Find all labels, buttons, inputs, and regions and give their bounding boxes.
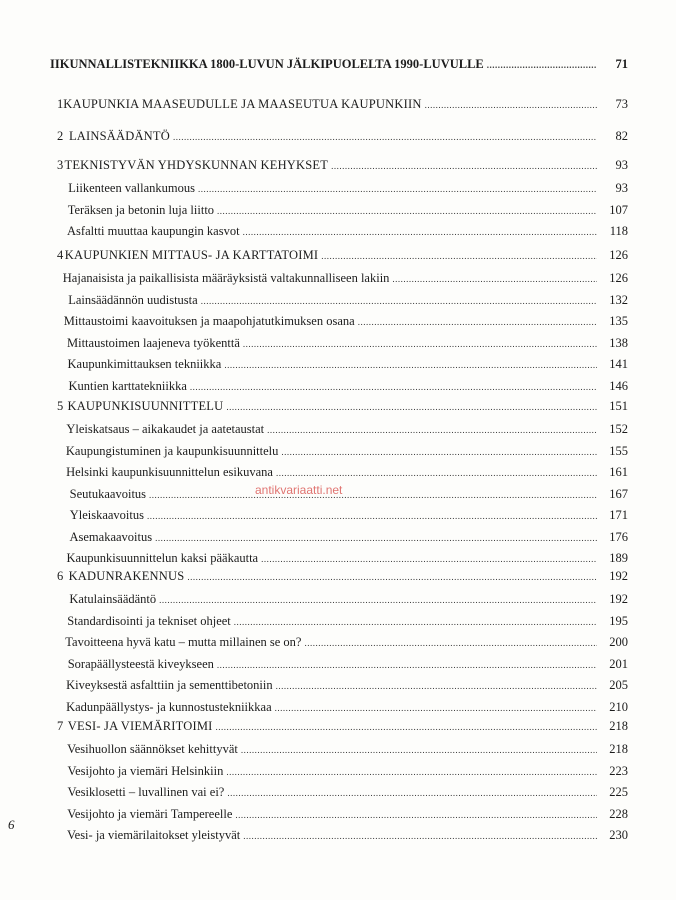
- leader-dots: [190, 382, 597, 392]
- leader-dots: [235, 810, 597, 820]
- toc-section: [57, 828, 628, 843]
- watermark: antikvariaatti.net: [255, 483, 343, 497]
- leader-dots: [147, 511, 597, 521]
- toc-section: [57, 422, 628, 437]
- toc-section: [57, 678, 628, 693]
- section-page: 225: [609, 785, 628, 799]
- toc-section: [57, 336, 628, 351]
- section-page: 118: [609, 224, 628, 238]
- toc-section: [57, 530, 628, 545]
- chapter-title: KAUPUNKIEN MITTAUS- JA KARTTATOIMI: [64, 248, 319, 262]
- toc-section: [57, 742, 628, 757]
- toc-section: [57, 635, 628, 650]
- section-page: 135: [609, 314, 628, 328]
- section-page: 228: [609, 806, 628, 821]
- section-title: Lainsäädännön uudistusta: [68, 292, 198, 307]
- leader-dots: [155, 533, 597, 543]
- leader-dots: [276, 681, 597, 691]
- leader-dots: [227, 788, 597, 798]
- section-title: Katulainsäädäntö: [69, 592, 157, 606]
- section-page: 195: [609, 613, 628, 628]
- section-title: Tavoitteena hyvä katu – mutta millainen se on?: [65, 635, 302, 649]
- chapter-page: 93: [615, 158, 628, 172]
- toc-section: [57, 357, 628, 372]
- leader-dots: [321, 251, 597, 261]
- leader-dots: [331, 161, 597, 171]
- section-page: 210: [609, 699, 628, 714]
- leader-dots: [358, 317, 597, 327]
- toc-section: [57, 764, 628, 779]
- chapter-number: 2: [57, 129, 64, 143]
- section-title: Vesijohto ja viemäri Helsinkiin: [67, 763, 224, 778]
- section-page: 132: [609, 292, 628, 307]
- section-page: 192: [609, 592, 628, 606]
- section-page: 107: [609, 202, 628, 217]
- leader-dots: [267, 425, 597, 435]
- toc-section: [57, 487, 628, 502]
- toc-chapter-3: [57, 158, 628, 173]
- section-page: 201: [609, 656, 628, 671]
- chapter-number: 5: [57, 399, 64, 413]
- chapter-title: VESI- JA VIEMÄRITOIMI: [67, 719, 213, 733]
- toc-part-heading: [50, 57, 628, 72]
- part-number: II: [50, 57, 60, 71]
- leader-dots: [487, 60, 597, 70]
- section-title: Kaupungistuminen ja kaupunkisuunnittelu: [65, 443, 279, 458]
- leader-dots: [187, 572, 597, 582]
- toc-section: [57, 293, 628, 308]
- section-title: Mittaustoimi kaavoituksen ja maapohjatutkimuksen osana: [63, 314, 355, 328]
- toc-section: [57, 465, 628, 480]
- section-page: 146: [609, 378, 628, 393]
- toc-section: [57, 203, 628, 218]
- section-page: 223: [609, 763, 628, 778]
- toc-section: [57, 807, 628, 822]
- section-title: Vesiklosetti – luvallinen vai ei?: [67, 785, 225, 799]
- section-page: 200: [609, 635, 628, 649]
- toc-section: [57, 614, 628, 629]
- leader-dots: [224, 360, 597, 370]
- toc-chapter-5: [57, 399, 628, 414]
- chapter-page: 126: [609, 248, 628, 262]
- section-title: Sorapäällysteestä kiveykseen: [67, 656, 214, 671]
- section-page: 126: [609, 271, 628, 285]
- leader-dots: [234, 617, 597, 627]
- section-page: 176: [609, 529, 628, 544]
- toc-section: [57, 700, 628, 715]
- leader-dots: [241, 745, 597, 755]
- section-title: Liikenteen vallankumous: [68, 181, 195, 195]
- toc-section: [57, 271, 628, 286]
- chapter-page: 151: [609, 399, 628, 413]
- chapter-title: KAUPUNKISUUNNITTELU: [67, 399, 224, 413]
- toc-section: [57, 592, 628, 607]
- toc-section: [57, 657, 628, 672]
- leader-dots: [201, 296, 597, 306]
- section-title: Asemakaavoitus: [69, 529, 153, 544]
- toc-section: [57, 551, 628, 566]
- section-title: Kiveyksestä asfalttiin ja sementtibetoniin: [66, 678, 273, 692]
- section-title: Seutukaavoitus: [69, 486, 147, 501]
- section-page: 230: [609, 828, 628, 842]
- toc-chapter-7: [57, 719, 628, 734]
- toc-chapter-1: [57, 97, 628, 112]
- section-title: Mittaustoimen laajeneva työkenttä: [67, 335, 240, 350]
- section-title: Kaupunkisuunnittelun kaksi pääkautta: [66, 551, 259, 565]
- chapter-number: 1: [57, 97, 64, 111]
- chapter-page: 82: [615, 129, 628, 143]
- leader-dots: [243, 831, 597, 841]
- chapter-number: 3: [57, 158, 64, 172]
- leader-dots: [226, 767, 597, 777]
- section-page: 218: [609, 742, 628, 756]
- leader-dots: [217, 660, 597, 670]
- section-page: 167: [609, 486, 628, 501]
- section-title: Standardisointi ja tekniset ohjeet: [67, 613, 231, 628]
- section-page: 138: [609, 335, 628, 350]
- section-title: Kadunpäällystys- ja kunnostustekniikkaa: [66, 699, 272, 714]
- leader-dots: [173, 132, 597, 142]
- section-title: Vesi- ja viemärilaitokset yleistyvät: [67, 828, 241, 842]
- leader-dots: [425, 100, 597, 110]
- leader-dots: [281, 447, 597, 457]
- section-title: Yleiskatsaus – aikakaudet ja aatetaustat: [66, 422, 265, 436]
- toc-section: [57, 181, 628, 196]
- leader-dots: [261, 554, 597, 564]
- chapter-number: 7: [57, 719, 64, 733]
- section-title: Hajanaisista ja paikallisista määräyksistä valtakunnalliseen lakiin: [62, 271, 390, 285]
- section-title: Yleiskaavoitus: [69, 508, 144, 522]
- section-title: Kuntien karttatekniikka: [68, 378, 187, 393]
- chapter-title: LAINSÄÄDÄNTÖ: [68, 129, 170, 143]
- leader-dots: [217, 206, 597, 216]
- toc-chapter-4: [57, 248, 628, 263]
- chapter-title: TEKNISTYVÄN YHDYSKUNNAN KEHYKSET: [64, 158, 329, 172]
- section-page: 155: [609, 443, 628, 458]
- page-number: 6: [8, 817, 15, 832]
- part-title: KUNNALLISTEKNIIKKA 1800-LUVUN JÄLKIPUOLELTA 1990-LUVULLE: [59, 57, 484, 71]
- chapter-page: 192: [609, 569, 628, 583]
- leader-dots: [304, 638, 597, 648]
- toc-section: [57, 379, 628, 394]
- leader-dots: [392, 274, 597, 284]
- section-page: 171: [609, 508, 628, 522]
- section-page: 189: [609, 551, 628, 565]
- toc-section: [57, 314, 628, 329]
- toc-section: [57, 224, 628, 239]
- leader-dots: [275, 703, 597, 713]
- section-title: Vesihuollon säännökset kehittyvät: [67, 742, 238, 756]
- section-title: Teräksen ja betonin luja liitto: [67, 202, 215, 217]
- chapter-number: 4: [57, 248, 64, 262]
- section-title: Vesijohto ja viemäri Tampereelle: [67, 806, 233, 821]
- part-page: 71: [615, 57, 628, 71]
- leader-dots: [243, 227, 597, 237]
- chapter-number: 6: [57, 569, 64, 583]
- section-page: 93: [615, 181, 628, 195]
- chapter-page: 73: [615, 97, 628, 111]
- section-title: Asfaltti muuttaa kaupungin kasvot: [67, 224, 240, 238]
- leader-dots: [159, 595, 597, 605]
- leader-dots: [216, 722, 598, 732]
- toc-section: [57, 444, 628, 459]
- chapter-title: KADUNRAKENNUS: [68, 569, 185, 583]
- section-page: 205: [609, 678, 628, 692]
- section-page: 161: [609, 465, 628, 479]
- toc-chapter-2: [57, 129, 628, 144]
- section-page: 141: [609, 357, 628, 371]
- chapter-title: KAUPUNKIA MAASEUDULLE JA MAASEUTUA KAUPUNKIIN: [63, 97, 422, 111]
- toc-chapter-6: [57, 569, 628, 584]
- toc-section: [57, 785, 628, 800]
- leader-dots: [149, 490, 597, 500]
- leader-dots: [243, 339, 597, 349]
- section-title: Helsinki kaupunkisuunnittelun esikuvana: [66, 465, 273, 479]
- leader-dots: [226, 402, 597, 412]
- section-title: Kaupunkimittauksen tekniikka: [67, 357, 222, 371]
- leader-dots: [276, 468, 597, 478]
- chapter-page: 218: [609, 719, 628, 733]
- section-page: 152: [609, 422, 628, 436]
- toc-section: [57, 508, 628, 523]
- leader-dots: [198, 184, 597, 194]
